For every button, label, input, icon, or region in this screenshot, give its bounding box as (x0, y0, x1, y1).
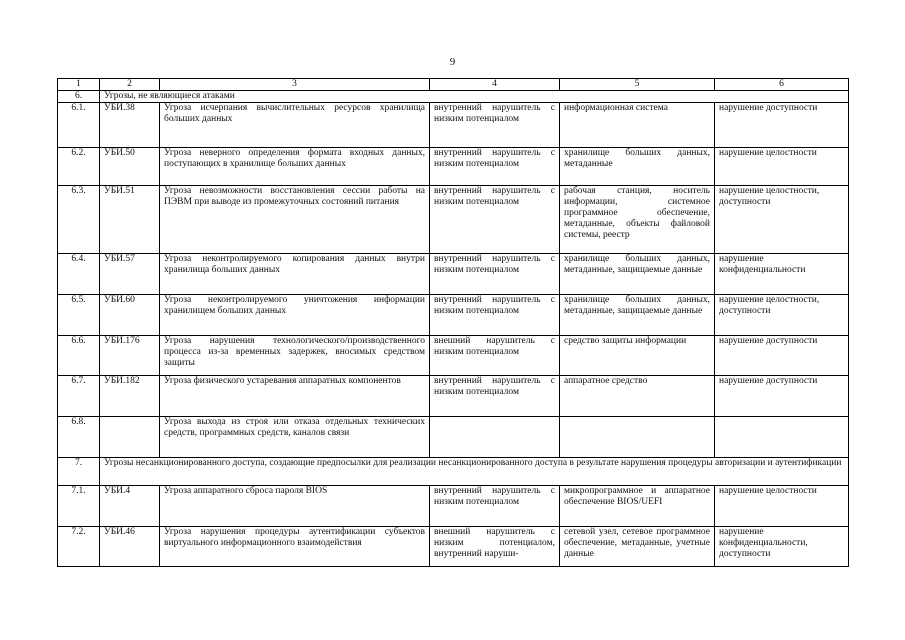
column-header: 2 (100, 79, 160, 91)
consequence: нарушение конфиденциальности, доступности (715, 527, 849, 567)
table-row (58, 254, 849, 295)
threat-description: Угроза нарушения технологического/производственного процесса из-за временных задержек, вносимых средством защиты (160, 336, 430, 376)
consequence: нарушение доступности (715, 376, 849, 417)
intruder-type: внутренний нарушитель с низким потенциалом (430, 486, 560, 527)
table-row (58, 148, 849, 186)
page-number: 9 (449, 56, 456, 68)
intruder-type: внутренний нарушитель с низким потенциалом (430, 186, 560, 254)
impact-object: аппаратное средство (560, 376, 715, 417)
section-title: Угрозы несанкционированного доступа, создающие предпосылки для реализации несанкционированного доступа в результате нарушения процедуры авторизации и аутентификации (100, 458, 849, 486)
threat-description: Угроза исчерпания вычислительных ресурсов хранилища больших данных (160, 103, 430, 148)
threat-id: УБИ.4 (100, 486, 160, 527)
row-number: 7.2. (58, 527, 100, 567)
table-row (58, 186, 849, 254)
table-row (58, 417, 849, 458)
impact-object: хранилище больших данных, метаданные (560, 148, 715, 186)
threat-description: Угроза неверного определения формата входных данных, поступающих в хранилище больших данных (160, 148, 430, 186)
intruder-type (430, 417, 560, 458)
consequence: нарушение доступности (715, 336, 849, 376)
threat-id: УБИ.57 (100, 254, 160, 295)
row-number: 6.7. (58, 376, 100, 417)
threat-description: Угроза аппаратного сброса пароля BIOS (160, 486, 430, 527)
row-number: 6.6. (58, 336, 100, 376)
threat-description: Угроза невозможности восстановления сессии работы на ПЭВМ при выводе из промежуточных состояний питания (160, 186, 430, 254)
threat-description: Угроза физического устаревания аппаратных компонентов (160, 376, 430, 417)
row-number: 6.3. (58, 186, 100, 254)
threat-id: УБИ.182 (100, 376, 160, 417)
table-row (58, 103, 849, 148)
table-row (58, 376, 849, 417)
section-title: Угрозы, не являющиеся атаками (100, 91, 849, 103)
consequence: нарушение целостности, доступности (715, 295, 849, 336)
impact-object: микропрограммное и аппаратное обеспечение BIOS/UEFI (560, 486, 715, 527)
impact-object: хранилище больших данных, метаданные, защищаемые данные (560, 254, 715, 295)
row-number: 7.1. (58, 486, 100, 527)
column-header: 1 (58, 79, 100, 91)
consequence: нарушение целостности, доступности (715, 186, 849, 254)
row-number: 6.8. (58, 417, 100, 458)
section-row (58, 458, 849, 486)
threat-id: УБИ.46 (100, 527, 160, 567)
intruder-type: внутренний нарушитель с низким потенциалом (430, 376, 560, 417)
table-row (58, 486, 849, 527)
intruder-type: внутренний нарушитель с низким потенциалом (430, 254, 560, 295)
threats-table (57, 78, 849, 567)
impact-object: средство защиты информации (560, 336, 715, 376)
threat-id (100, 417, 160, 458)
impact-object (560, 417, 715, 458)
section-row (58, 91, 849, 103)
consequence: нарушение целостности (715, 148, 849, 186)
intruder-type: внутренний нарушитель с низким потенциалом (430, 148, 560, 186)
consequence: нарушение доступности (715, 103, 849, 148)
table-header-row (58, 79, 849, 91)
intruder-type: внешний нарушитель с низким потенциалом, внутренний наруши- (430, 527, 560, 567)
threat-id: УБИ.60 (100, 295, 160, 336)
consequence: нарушение конфиденциальности (715, 254, 849, 295)
threat-description: Угроза неконтролируемого уничтожения информации хранилищем больших данных (160, 295, 430, 336)
threat-description: Угроза выхода из строя или отказа отдельных технических средств, программных средств, каналов связи (160, 417, 430, 458)
threat-description: Угроза неконтролируемого копирования данных внутри хранилища больших данных (160, 254, 430, 295)
intruder-type: внутренний нарушитель с низким потенциалом (430, 103, 560, 148)
impact-object: хранилище больших данных, метаданные, защищаемые данные (560, 295, 715, 336)
section-number: 7. (58, 458, 100, 486)
intruder-type: внутренний нарушитель с низким потенциалом (430, 295, 560, 336)
threat-description: Угроза нарушения процедуры аутентификации субъектов виртуального информационного взаимодействия (160, 527, 430, 567)
impact-object: сетевой узел, сетевое программное обеспечение, метаданные, учетные данные (560, 527, 715, 567)
table-row (58, 527, 849, 567)
row-number: 6.2. (58, 148, 100, 186)
impact-object: рабочая станция, носитель информации, системное программное обеспечение, метаданные, объекты файловой системы, реестр (560, 186, 715, 254)
threat-id: УБИ.176 (100, 336, 160, 376)
row-number: 6.4. (58, 254, 100, 295)
table-row (58, 295, 849, 336)
threat-id: УБИ.51 (100, 186, 160, 254)
impact-object: информационная система (560, 103, 715, 148)
section-number: 6. (58, 91, 100, 103)
column-header: 6 (715, 79, 849, 91)
column-header: 3 (160, 79, 430, 91)
consequence: нарушение целостности (715, 486, 849, 527)
intruder-type: внешний нарушитель с низким потенциалом (430, 336, 560, 376)
column-header: 5 (560, 79, 715, 91)
column-header: 4 (430, 79, 560, 91)
row-number: 6.5. (58, 295, 100, 336)
threat-id: УБИ.50 (100, 148, 160, 186)
table-row (58, 336, 849, 376)
threat-id: УБИ.38 (100, 103, 160, 148)
row-number: 6.1. (58, 103, 100, 148)
consequence (715, 417, 849, 458)
